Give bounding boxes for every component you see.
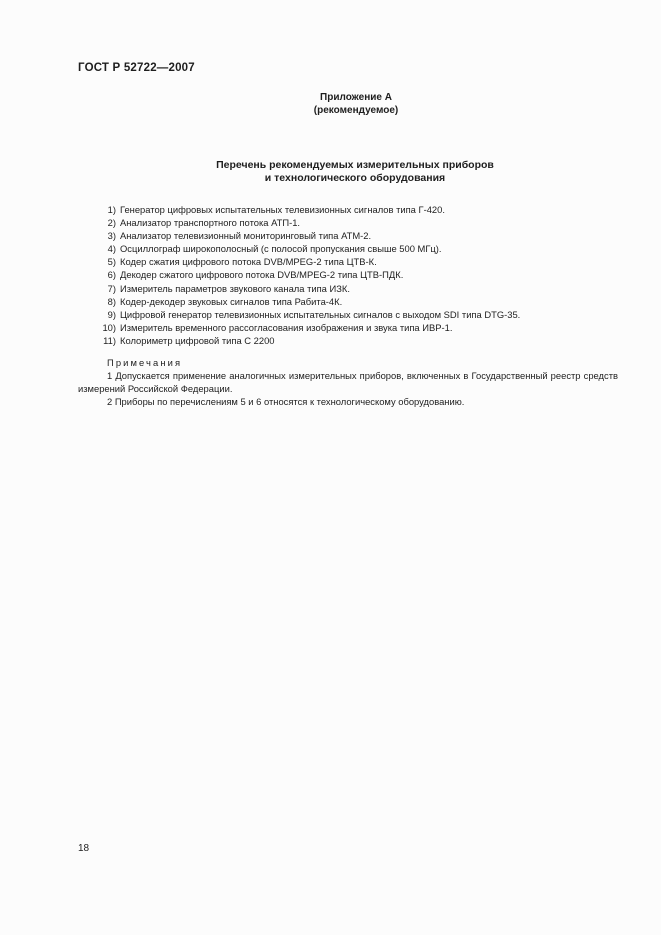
list-item-number: 8) — [107, 295, 116, 307]
list-item-number: 6) — [107, 269, 116, 281]
list-item-number: 5) — [107, 256, 116, 268]
list-item — [90, 242, 520, 255]
list-item — [90, 321, 520, 334]
list-item-text: Анализатор транспортного потока АТП-1. — [120, 217, 301, 229]
list-item-number: 2) — [107, 217, 116, 229]
annex-status: (рекомендуемое) — [313, 105, 399, 116]
list-item-text: Кодер сжатия цифрового потока DVB/MPEG-2 типа ЦТВ-К. — [120, 256, 377, 268]
list-item-number: 3) — [107, 230, 116, 242]
list-item — [90, 282, 520, 295]
list-item-text: Цифровой генератор телевизионных испытательных сигналов с выходом SDI типа DTG-35. — [120, 308, 521, 320]
list-item-text: Измеритель параметров звукового канала типа ИЗК. — [120, 282, 350, 294]
list-item-text: Кодер-декодер звуковых сигналов типа Рабита-4К. — [120, 295, 343, 307]
annex-block — [256, 91, 456, 117]
note-item: 2 Приборы по перечислениям 5 и 6 относятся к технологическому оборудованию. — [107, 396, 465, 408]
list-item-number: 4) — [107, 243, 116, 255]
note-item: 1 Допускается применение аналогичных измерительных приборов, включенных в Государственный реестр средств измерений Российской Федерации. — [78, 370, 618, 395]
list-item — [90, 229, 520, 242]
notes-title: Примечания — [107, 357, 183, 368]
list-item — [90, 203, 520, 216]
list-item — [90, 295, 520, 308]
list-item-text: Декодер сжатого цифрового потока DVB/MPEG-2 типа ЦТВ-ПДК. — [120, 269, 404, 281]
annex-title: Приложение А — [320, 92, 392, 103]
list-item — [90, 334, 520, 347]
equipment-list — [90, 203, 520, 347]
page-number: 18 — [78, 843, 90, 854]
section-heading — [140, 159, 570, 185]
document-standard-number: ГОСТ Р 52722—2007 — [78, 62, 195, 74]
list-item-number: 10) — [102, 321, 116, 333]
list-item-number: 7) — [107, 282, 116, 294]
list-item-number: 11) — [103, 334, 116, 346]
list-item-text: Измеритель временного рассогласования изображения и звука типа ИВР-1. — [120, 321, 453, 333]
list-item — [90, 268, 520, 281]
list-item — [90, 308, 520, 321]
list-item-text: Колориметр цифровой типа С 2200 — [120, 334, 275, 346]
list-item-number: 1) — [107, 204, 116, 215]
list-item-text: Осциллограф широкополосный (с полосой пропускания свыше 500 МГц). — [120, 243, 442, 255]
heading-line-1: Перечень рекомендуемых измерительных приборов — [216, 159, 494, 171]
heading-line-2: и технологического оборудования — [264, 172, 446, 184]
list-item-text: Анализатор телевизионный мониторинговый типа АТМ-2. — [120, 230, 372, 242]
list-item — [90, 255, 520, 268]
list-item-text: Генератор цифровых испытательных телевизионных сигналов типа Г-420. — [120, 204, 445, 215]
list-item-number: 9) — [107, 308, 116, 320]
notes-section — [78, 356, 618, 408]
list-item — [90, 216, 520, 229]
